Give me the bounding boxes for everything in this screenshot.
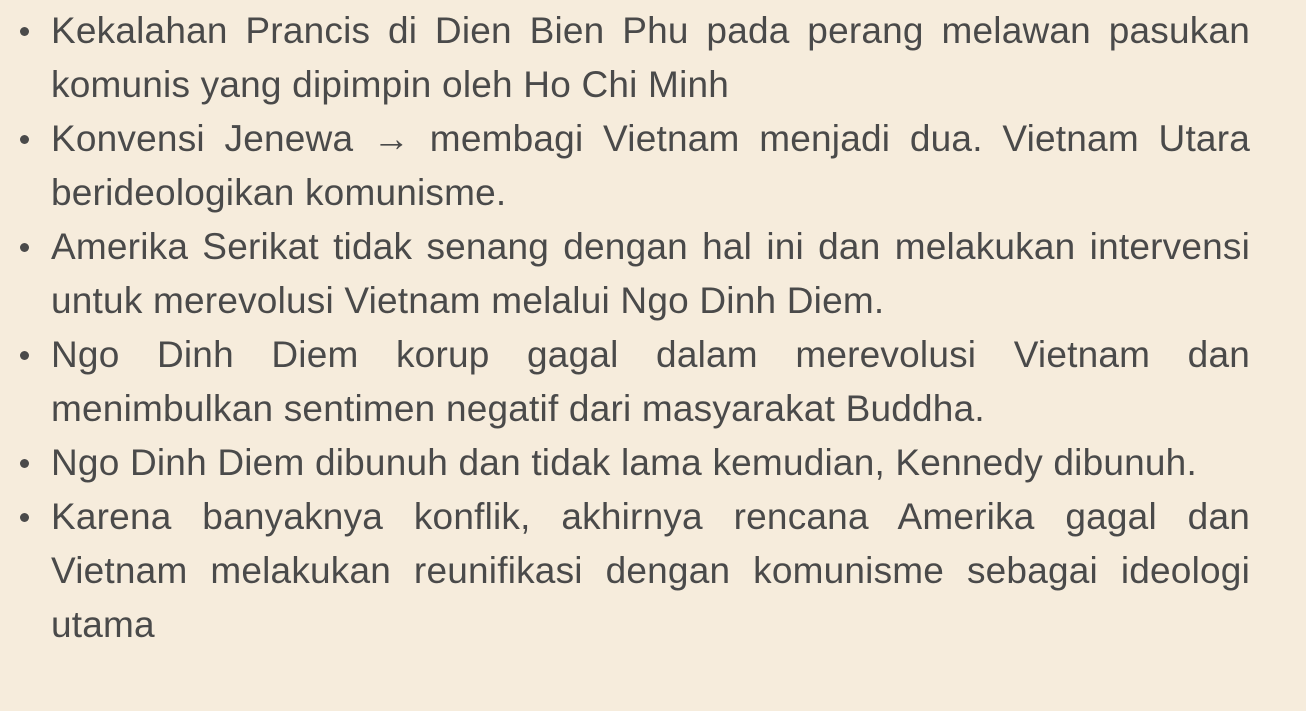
bullet-icon bbox=[20, 459, 29, 468]
list-item bbox=[0, 220, 1306, 328]
bullet-icon bbox=[20, 243, 29, 252]
list-item-text: Amerika Serikat tidak senang dengan hal ini dan melakukan intervensi untuk merevolusi Vietnam melalui Ngo Dinh Diem. bbox=[51, 226, 1250, 321]
bullet-list bbox=[0, 4, 1306, 652]
bullet-icon bbox=[20, 135, 29, 144]
list-item bbox=[0, 328, 1306, 436]
bullet-icon bbox=[20, 513, 29, 522]
list-item bbox=[0, 4, 1306, 112]
notes-content bbox=[0, 4, 1306, 652]
list-item-text: Karena banyaknya konflik, akhirnya rencana Amerika gagal dan Vietnam melakukan reunifikasi dengan komunisme sebagai ideologi utama bbox=[51, 496, 1250, 645]
list-item-text: Ngo Dinh Diem korup gagal dalam merevolusi Vietnam dan menimbulkan sentimen negatif dari masyarakat Buddha. bbox=[51, 334, 1250, 429]
list-item-text: Ngo Dinh Diem dibunuh dan tidak lama kemudian, Kennedy dibunuh. bbox=[51, 442, 1197, 483]
list-item bbox=[0, 490, 1306, 652]
bullet-icon bbox=[20, 27, 29, 36]
list-item-text: Kekalahan Prancis di Dien Bien Phu pada perang melawan pasukan komunis yang dipimpin oleh Ho Chi Minh bbox=[51, 10, 1250, 105]
list-item bbox=[0, 436, 1306, 490]
list-item bbox=[0, 112, 1306, 220]
bullet-icon bbox=[20, 351, 29, 360]
list-item-text: Konvensi Jenewa → membagi Vietnam menjadi dua. Vietnam Utara berideologikan komunisme. bbox=[51, 118, 1250, 213]
